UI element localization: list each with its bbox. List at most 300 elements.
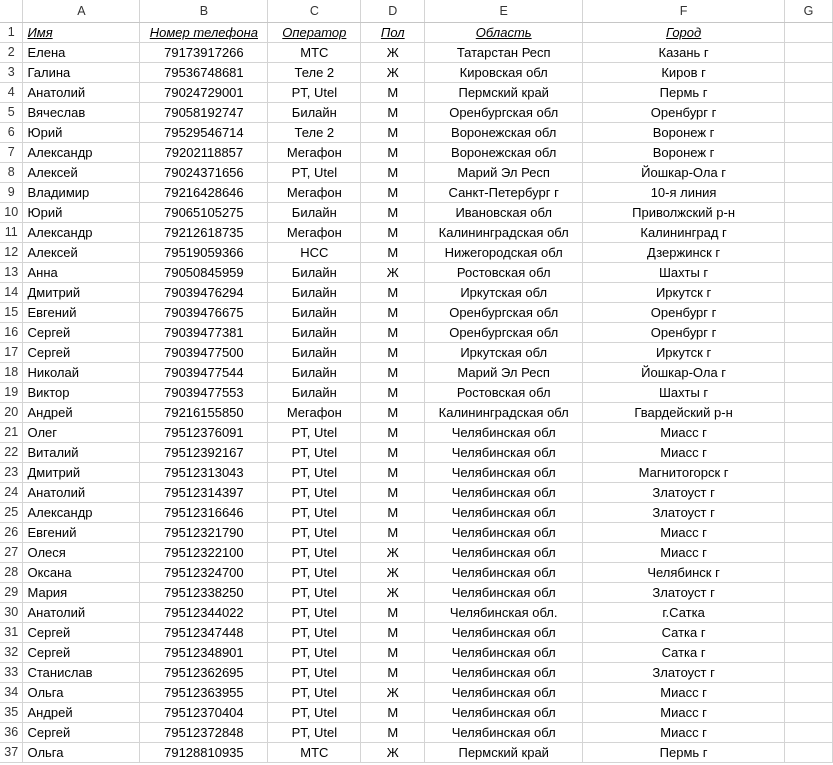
row-header[interactable]: 37 bbox=[0, 743, 23, 763]
cell-name[interactable]: Александр bbox=[23, 143, 140, 163]
cell-phone[interactable]: 79173917266 bbox=[140, 43, 268, 63]
cell-name[interactable]: Дмитрий bbox=[23, 283, 140, 303]
cell-operator[interactable]: PT, Utel bbox=[268, 443, 361, 463]
row-header[interactable]: 9 bbox=[0, 183, 23, 203]
empty-cell[interactable] bbox=[785, 303, 833, 323]
cell-gender[interactable]: М bbox=[361, 243, 425, 263]
cell-operator[interactable]: Мегафон bbox=[268, 183, 361, 203]
cell-name[interactable]: Мария bbox=[23, 583, 140, 603]
cell-gender[interactable]: М bbox=[361, 103, 425, 123]
cell-city[interactable]: Оренбург г bbox=[583, 323, 785, 343]
cell-operator[interactable]: PT, Utel bbox=[268, 503, 361, 523]
cell-operator[interactable]: PT, Utel bbox=[268, 583, 361, 603]
cell-city[interactable]: Иркутск г bbox=[583, 283, 785, 303]
empty-cell[interactable] bbox=[785, 743, 833, 763]
cell-name[interactable]: Олег bbox=[23, 423, 140, 443]
cell-phone[interactable]: 79512313043 bbox=[140, 463, 268, 483]
row-header[interactable]: 19 bbox=[0, 383, 23, 403]
row-header[interactable]: 32 bbox=[0, 643, 23, 663]
cell-city[interactable]: Миасс г bbox=[583, 703, 785, 723]
empty-cell[interactable] bbox=[785, 503, 833, 523]
row-header[interactable]: 30 bbox=[0, 603, 23, 623]
row-header[interactable]: 26 bbox=[0, 523, 23, 543]
row-header[interactable]: 27 bbox=[0, 543, 23, 563]
cell-phone[interactable]: 79039476294 bbox=[140, 283, 268, 303]
cell-phone[interactable]: 79216155850 bbox=[140, 403, 268, 423]
cell-name[interactable]: Дмитрий bbox=[23, 463, 140, 483]
cell-name[interactable]: Виталий bbox=[23, 443, 140, 463]
empty-cell[interactable] bbox=[785, 323, 833, 343]
cell-city[interactable]: Магнитогорск г bbox=[583, 463, 785, 483]
cell-gender[interactable]: Ж bbox=[361, 43, 425, 63]
header-cell-region[interactable]: Область bbox=[425, 23, 583, 43]
cell-operator[interactable]: PT, Utel bbox=[268, 603, 361, 623]
empty-cell[interactable] bbox=[785, 123, 833, 143]
row-header[interactable]: 13 bbox=[0, 263, 23, 283]
cell-region[interactable]: Челябинская обл bbox=[425, 463, 583, 483]
cell-phone[interactable]: 79512376091 bbox=[140, 423, 268, 443]
cell-phone[interactable]: 79512321790 bbox=[140, 523, 268, 543]
row-header[interactable]: 15 bbox=[0, 303, 23, 323]
cell-gender[interactable]: М bbox=[361, 663, 425, 683]
cell-operator[interactable]: PT, Utel bbox=[268, 523, 361, 543]
row-header[interactable]: 14 bbox=[0, 283, 23, 303]
row-header[interactable]: 10 bbox=[0, 203, 23, 223]
cell-operator[interactable]: PT, Utel bbox=[268, 623, 361, 643]
cell-name[interactable]: Олеся bbox=[23, 543, 140, 563]
cell-region[interactable]: Калининградская обл bbox=[425, 223, 583, 243]
header-cell-name[interactable]: Имя bbox=[23, 23, 140, 43]
cell-gender[interactable]: М bbox=[361, 643, 425, 663]
cell-city[interactable]: Шахты г bbox=[583, 383, 785, 403]
cell-name[interactable]: Алексей bbox=[23, 243, 140, 263]
row-header[interactable]: 18 bbox=[0, 363, 23, 383]
cell-operator[interactable]: PT, Utel bbox=[268, 663, 361, 683]
cell-gender[interactable]: М bbox=[361, 623, 425, 643]
cell-phone[interactable]: 79050845959 bbox=[140, 263, 268, 283]
cell-city[interactable]: Миасс г bbox=[583, 723, 785, 743]
cell-gender[interactable]: М bbox=[361, 443, 425, 463]
cell-region[interactable]: Оренбургская обл bbox=[425, 103, 583, 123]
header-cell-city[interactable]: Город bbox=[583, 23, 785, 43]
cell-phone[interactable]: 79216428646 bbox=[140, 183, 268, 203]
cell-operator[interactable]: PT, Utel bbox=[268, 83, 361, 103]
cell-operator[interactable]: Билайн bbox=[268, 363, 361, 383]
cell-city[interactable]: Сатка г bbox=[583, 643, 785, 663]
cell-phone[interactable]: 79039477381 bbox=[140, 323, 268, 343]
row-header[interactable]: 16 bbox=[0, 323, 23, 343]
cell-region[interactable]: Калининградская обл bbox=[425, 403, 583, 423]
empty-cell[interactable] bbox=[785, 403, 833, 423]
cell-region[interactable]: Челябинская обл bbox=[425, 583, 583, 603]
cell-phone[interactable]: 79512344022 bbox=[140, 603, 268, 623]
cell-region[interactable]: Ростовская обл bbox=[425, 383, 583, 403]
cell-city[interactable]: Воронеж г bbox=[583, 143, 785, 163]
cell-city[interactable]: Миасс г bbox=[583, 423, 785, 443]
empty-cell[interactable] bbox=[785, 83, 833, 103]
empty-cell[interactable] bbox=[785, 23, 833, 43]
cell-city[interactable]: Пермь г bbox=[583, 83, 785, 103]
cell-gender[interactable]: М bbox=[361, 723, 425, 743]
cell-gender[interactable]: Ж bbox=[361, 543, 425, 563]
header-cell-gender[interactable]: Пол bbox=[361, 23, 425, 43]
column-header-f[interactable]: F bbox=[583, 0, 785, 23]
cell-name[interactable]: Александр bbox=[23, 223, 140, 243]
cell-gender[interactable]: М bbox=[361, 203, 425, 223]
cell-name[interactable]: Алексей bbox=[23, 163, 140, 183]
cell-region[interactable]: Пермский край bbox=[425, 743, 583, 763]
cell-name[interactable]: Андрей bbox=[23, 703, 140, 723]
cell-phone[interactable]: 79529546714 bbox=[140, 123, 268, 143]
cell-phone[interactable]: 79128810935 bbox=[140, 743, 268, 763]
cell-name[interactable]: Виктор bbox=[23, 383, 140, 403]
cell-city[interactable]: Миасс г bbox=[583, 443, 785, 463]
cell-gender[interactable]: М bbox=[361, 123, 425, 143]
empty-cell[interactable] bbox=[785, 43, 833, 63]
cell-region[interactable]: Челябинская обл bbox=[425, 523, 583, 543]
row-header[interactable]: 5 bbox=[0, 103, 23, 123]
cell-region[interactable]: Челябинская обл bbox=[425, 483, 583, 503]
cell-phone[interactable]: 79512372848 bbox=[140, 723, 268, 743]
cell-city[interactable]: Сатка г bbox=[583, 623, 785, 643]
cell-city[interactable]: Миасс г bbox=[583, 543, 785, 563]
cell-region[interactable]: Челябинская обл bbox=[425, 503, 583, 523]
cell-region[interactable]: Челябинская обл bbox=[425, 663, 583, 683]
cell-phone[interactable]: 79512348901 bbox=[140, 643, 268, 663]
cell-operator[interactable]: Мегафон bbox=[268, 223, 361, 243]
cell-city[interactable]: Златоуст г bbox=[583, 663, 785, 683]
cell-gender[interactable]: М bbox=[361, 403, 425, 423]
empty-cell[interactable] bbox=[785, 383, 833, 403]
cell-operator[interactable]: Билайн bbox=[268, 323, 361, 343]
cell-name[interactable]: Ольга bbox=[23, 683, 140, 703]
empty-cell[interactable] bbox=[785, 583, 833, 603]
cell-city[interactable]: Миасс г bbox=[583, 523, 785, 543]
row-header[interactable]: 11 bbox=[0, 223, 23, 243]
cell-name[interactable]: Александр bbox=[23, 503, 140, 523]
cell-city[interactable]: Дзержинск г bbox=[583, 243, 785, 263]
cell-phone[interactable]: 79512363955 bbox=[140, 683, 268, 703]
row-header[interactable]: 7 bbox=[0, 143, 23, 163]
cell-city[interactable]: Пермь г bbox=[583, 743, 785, 763]
cell-operator[interactable]: PT, Utel bbox=[268, 483, 361, 503]
cell-operator[interactable]: PT, Utel bbox=[268, 563, 361, 583]
row-header[interactable]: 4 bbox=[0, 83, 23, 103]
cell-region[interactable]: Челябинская обл bbox=[425, 703, 583, 723]
cell-operator[interactable]: PT, Utel bbox=[268, 543, 361, 563]
cell-city[interactable]: Златоуст г bbox=[583, 503, 785, 523]
row-header[interactable]: 31 bbox=[0, 623, 23, 643]
empty-cell[interactable] bbox=[785, 483, 833, 503]
column-header-b[interactable]: B bbox=[140, 0, 268, 23]
cell-gender[interactable]: М bbox=[361, 703, 425, 723]
cell-name[interactable]: Анатолий bbox=[23, 483, 140, 503]
cell-name[interactable]: Николай bbox=[23, 363, 140, 383]
row-header[interactable]: 23 bbox=[0, 463, 23, 483]
cell-city[interactable]: Йошкар-Ола г bbox=[583, 163, 785, 183]
cell-gender[interactable]: М bbox=[361, 83, 425, 103]
cell-city[interactable]: Миасс г bbox=[583, 683, 785, 703]
cell-operator[interactable]: Билайн bbox=[268, 303, 361, 323]
cell-phone[interactable]: 79212618735 bbox=[140, 223, 268, 243]
cell-gender[interactable]: М bbox=[361, 283, 425, 303]
column-header-a[interactable]: A bbox=[23, 0, 140, 23]
cell-operator[interactable]: Билайн bbox=[268, 263, 361, 283]
cell-region[interactable]: Марий Эл Респ bbox=[425, 363, 583, 383]
empty-cell[interactable] bbox=[785, 683, 833, 703]
cell-phone[interactable]: 79039476675 bbox=[140, 303, 268, 323]
cell-name[interactable]: Елена bbox=[23, 43, 140, 63]
cell-city[interactable]: 10-я линия bbox=[583, 183, 785, 203]
empty-cell[interactable] bbox=[785, 523, 833, 543]
cell-gender[interactable]: Ж bbox=[361, 743, 425, 763]
cell-gender[interactable]: Ж bbox=[361, 563, 425, 583]
empty-cell[interactable] bbox=[785, 63, 833, 83]
cell-gender[interactable]: М bbox=[361, 143, 425, 163]
empty-cell[interactable] bbox=[785, 203, 833, 223]
row-header[interactable]: 3 bbox=[0, 63, 23, 83]
cell-name[interactable]: Ольга bbox=[23, 743, 140, 763]
cell-region[interactable]: Воронежская обл bbox=[425, 123, 583, 143]
empty-cell[interactable] bbox=[785, 603, 833, 623]
cell-operator[interactable]: PT, Utel bbox=[268, 163, 361, 183]
cell-operator[interactable]: PT, Utel bbox=[268, 723, 361, 743]
row-header[interactable]: 8 bbox=[0, 163, 23, 183]
cell-phone[interactable]: 79512338250 bbox=[140, 583, 268, 603]
cell-gender[interactable]: М bbox=[361, 363, 425, 383]
column-header-g[interactable]: G bbox=[785, 0, 833, 23]
cell-city[interactable]: Гвардейский р-н bbox=[583, 403, 785, 423]
cell-name[interactable]: Анатолий bbox=[23, 83, 140, 103]
empty-cell[interactable] bbox=[785, 243, 833, 263]
empty-cell[interactable] bbox=[785, 443, 833, 463]
cell-region[interactable]: Челябинская обл. bbox=[425, 603, 583, 623]
cell-gender[interactable]: М bbox=[361, 423, 425, 443]
row-header[interactable]: 21 bbox=[0, 423, 23, 443]
cell-city[interactable]: Киров г bbox=[583, 63, 785, 83]
row-header[interactable]: 17 bbox=[0, 343, 23, 363]
cell-city[interactable]: Йошкар-Ола г bbox=[583, 363, 785, 383]
cell-gender[interactable]: М bbox=[361, 303, 425, 323]
cell-gender[interactable]: Ж bbox=[361, 683, 425, 703]
cell-name[interactable]: Галина bbox=[23, 63, 140, 83]
row-header[interactable]: 35 bbox=[0, 703, 23, 723]
header-cell-operator[interactable]: Оператор bbox=[268, 23, 361, 43]
empty-cell[interactable] bbox=[785, 283, 833, 303]
header-cell-phone[interactable]: Номер телефона bbox=[140, 23, 268, 43]
cell-city[interactable]: Иркутск г bbox=[583, 343, 785, 363]
cell-region[interactable]: Челябинская обл bbox=[425, 543, 583, 563]
cell-region[interactable]: Челябинская обл bbox=[425, 443, 583, 463]
cell-name[interactable]: Оксана bbox=[23, 563, 140, 583]
cell-operator[interactable]: PT, Utel bbox=[268, 703, 361, 723]
cell-region[interactable]: Ростовская обл bbox=[425, 263, 583, 283]
cell-operator[interactable]: МТС bbox=[268, 743, 361, 763]
cell-operator[interactable]: PT, Utel bbox=[268, 643, 361, 663]
cell-name[interactable]: Евгений bbox=[23, 523, 140, 543]
empty-cell[interactable] bbox=[785, 463, 833, 483]
cell-operator[interactable]: Мегафон bbox=[268, 403, 361, 423]
empty-cell[interactable] bbox=[785, 103, 833, 123]
empty-cell[interactable] bbox=[785, 543, 833, 563]
cell-phone[interactable]: 79039477553 bbox=[140, 383, 268, 403]
cell-city[interactable]: Калининград г bbox=[583, 223, 785, 243]
cell-region[interactable]: Пермский край bbox=[425, 83, 583, 103]
cell-operator[interactable]: Билайн bbox=[268, 383, 361, 403]
cell-region[interactable]: Челябинская обл bbox=[425, 643, 583, 663]
cell-region[interactable]: Челябинская обл bbox=[425, 683, 583, 703]
select-all-corner[interactable] bbox=[0, 0, 23, 23]
cell-phone[interactable]: 79519059366 bbox=[140, 243, 268, 263]
row-header[interactable]: 2 bbox=[0, 43, 23, 63]
cell-region[interactable]: Оренбургская обл bbox=[425, 303, 583, 323]
cell-gender[interactable]: Ж bbox=[361, 263, 425, 283]
row-header[interactable]: 20 bbox=[0, 403, 23, 423]
cell-phone[interactable]: 79039477544 bbox=[140, 363, 268, 383]
cell-phone[interactable]: 79024371656 bbox=[140, 163, 268, 183]
cell-phone[interactable]: 79512347448 bbox=[140, 623, 268, 643]
cell-region[interactable]: Воронежская обл bbox=[425, 143, 583, 163]
cell-operator[interactable]: PT, Utel bbox=[268, 683, 361, 703]
cell-operator[interactable]: Билайн bbox=[268, 343, 361, 363]
cell-region[interactable]: Иркутская обл bbox=[425, 283, 583, 303]
cell-city[interactable]: г.Сатка bbox=[583, 603, 785, 623]
row-header[interactable]: 34 bbox=[0, 683, 23, 703]
cell-city[interactable]: Златоуст г bbox=[583, 483, 785, 503]
cell-region[interactable]: Санкт-Петербург г bbox=[425, 183, 583, 203]
cell-region[interactable]: Челябинская обл bbox=[425, 623, 583, 643]
cell-operator[interactable]: Теле 2 bbox=[268, 63, 361, 83]
cell-name[interactable]: Сергей bbox=[23, 343, 140, 363]
column-header-d[interactable]: D bbox=[361, 0, 425, 23]
row-header[interactable]: 1 bbox=[0, 23, 23, 43]
empty-cell[interactable] bbox=[785, 223, 833, 243]
cell-name[interactable]: Сергей bbox=[23, 723, 140, 743]
empty-cell[interactable] bbox=[785, 623, 833, 643]
cell-city[interactable]: Казань г bbox=[583, 43, 785, 63]
cell-city[interactable]: Златоуст г bbox=[583, 583, 785, 603]
cell-city[interactable]: Приволжский р-н bbox=[583, 203, 785, 223]
cell-region[interactable]: Челябинская обл bbox=[425, 723, 583, 743]
cell-city[interactable]: Оренбург г bbox=[583, 103, 785, 123]
cell-city[interactable]: Челябинск г bbox=[583, 563, 785, 583]
empty-cell[interactable] bbox=[785, 363, 833, 383]
cell-gender[interactable]: Ж bbox=[361, 63, 425, 83]
empty-cell[interactable] bbox=[785, 423, 833, 443]
cell-gender[interactable]: М bbox=[361, 523, 425, 543]
cell-phone[interactable]: 79039477500 bbox=[140, 343, 268, 363]
cell-gender[interactable]: М bbox=[361, 343, 425, 363]
row-header[interactable]: 29 bbox=[0, 583, 23, 603]
cell-name[interactable]: Владимир bbox=[23, 183, 140, 203]
cell-name[interactable]: Юрий bbox=[23, 203, 140, 223]
column-header-e[interactable]: E bbox=[425, 0, 583, 23]
cell-name[interactable]: Сергей bbox=[23, 323, 140, 343]
cell-gender[interactable]: М bbox=[361, 483, 425, 503]
cell-region[interactable]: Челябинская обл bbox=[425, 423, 583, 443]
cell-operator[interactable]: Билайн bbox=[268, 103, 361, 123]
cell-phone[interactable]: 79512322100 bbox=[140, 543, 268, 563]
empty-cell[interactable] bbox=[785, 163, 833, 183]
cell-operator[interactable]: PT, Utel bbox=[268, 463, 361, 483]
cell-operator[interactable]: НСС bbox=[268, 243, 361, 263]
cell-phone[interactable]: 79536748681 bbox=[140, 63, 268, 83]
cell-region[interactable]: Марий Эл Респ bbox=[425, 163, 583, 183]
empty-cell[interactable] bbox=[785, 643, 833, 663]
cell-gender[interactable]: М bbox=[361, 463, 425, 483]
cell-phone[interactable]: 79512370404 bbox=[140, 703, 268, 723]
cell-name[interactable]: Анатолий bbox=[23, 603, 140, 623]
cell-region[interactable]: Нижегородская обл bbox=[425, 243, 583, 263]
cell-city[interactable]: Шахты г bbox=[583, 263, 785, 283]
cell-phone[interactable]: 79058192747 bbox=[140, 103, 268, 123]
empty-cell[interactable] bbox=[785, 663, 833, 683]
cell-region[interactable]: Челябинская обл bbox=[425, 563, 583, 583]
cell-phone[interactable]: 79024729001 bbox=[140, 83, 268, 103]
cell-name[interactable]: Сергей bbox=[23, 643, 140, 663]
cell-phone[interactable]: 79512314397 bbox=[140, 483, 268, 503]
row-header[interactable]: 36 bbox=[0, 723, 23, 743]
cell-phone[interactable]: 79065105275 bbox=[140, 203, 268, 223]
cell-region[interactable]: Оренбургская обл bbox=[425, 323, 583, 343]
cell-city[interactable]: Воронеж г bbox=[583, 123, 785, 143]
cell-operator[interactable]: PT, Utel bbox=[268, 423, 361, 443]
cell-name[interactable]: Станислав bbox=[23, 663, 140, 683]
cell-region[interactable]: Иркутская обл bbox=[425, 343, 583, 363]
empty-cell[interactable] bbox=[785, 183, 833, 203]
cell-operator[interactable]: Теле 2 bbox=[268, 123, 361, 143]
empty-cell[interactable] bbox=[785, 563, 833, 583]
cell-city[interactable]: Оренбург г bbox=[583, 303, 785, 323]
empty-cell[interactable] bbox=[785, 343, 833, 363]
cell-gender[interactable]: М bbox=[361, 323, 425, 343]
cell-gender[interactable]: М bbox=[361, 603, 425, 623]
column-header-c[interactable]: C bbox=[268, 0, 361, 23]
cell-name[interactable]: Анна bbox=[23, 263, 140, 283]
cell-phone[interactable]: 79512362695 bbox=[140, 663, 268, 683]
row-header[interactable]: 25 bbox=[0, 503, 23, 523]
cell-phone[interactable]: 79202118857 bbox=[140, 143, 268, 163]
row-header[interactable]: 28 bbox=[0, 563, 23, 583]
cell-region[interactable]: Кировская обл bbox=[425, 63, 583, 83]
empty-cell[interactable] bbox=[785, 723, 833, 743]
cell-operator[interactable]: МТС bbox=[268, 43, 361, 63]
cell-phone[interactable]: 79512324700 bbox=[140, 563, 268, 583]
empty-cell[interactable] bbox=[785, 263, 833, 283]
cell-gender[interactable]: М bbox=[361, 163, 425, 183]
cell-gender[interactable]: М bbox=[361, 223, 425, 243]
cell-name[interactable]: Сергей bbox=[23, 623, 140, 643]
empty-cell[interactable] bbox=[785, 703, 833, 723]
cell-name[interactable]: Андрей bbox=[23, 403, 140, 423]
cell-gender[interactable]: Ж bbox=[361, 583, 425, 603]
cell-name[interactable]: Юрий bbox=[23, 123, 140, 143]
cell-phone[interactable]: 79512316646 bbox=[140, 503, 268, 523]
cell-gender[interactable]: М bbox=[361, 183, 425, 203]
cell-region[interactable]: Ивановская обл bbox=[425, 203, 583, 223]
cell-name[interactable]: Евгений bbox=[23, 303, 140, 323]
row-header[interactable]: 12 bbox=[0, 243, 23, 263]
cell-gender[interactable]: М bbox=[361, 503, 425, 523]
cell-name[interactable]: Вячеслав bbox=[23, 103, 140, 123]
row-header[interactable]: 22 bbox=[0, 443, 23, 463]
cell-operator[interactable]: Мегафон bbox=[268, 143, 361, 163]
empty-cell[interactable] bbox=[785, 143, 833, 163]
cell-operator[interactable]: Билайн bbox=[268, 283, 361, 303]
cell-operator[interactable]: Билайн bbox=[268, 203, 361, 223]
cell-region[interactable]: Татарстан Респ bbox=[425, 43, 583, 63]
cell-gender[interactable]: М bbox=[361, 383, 425, 403]
